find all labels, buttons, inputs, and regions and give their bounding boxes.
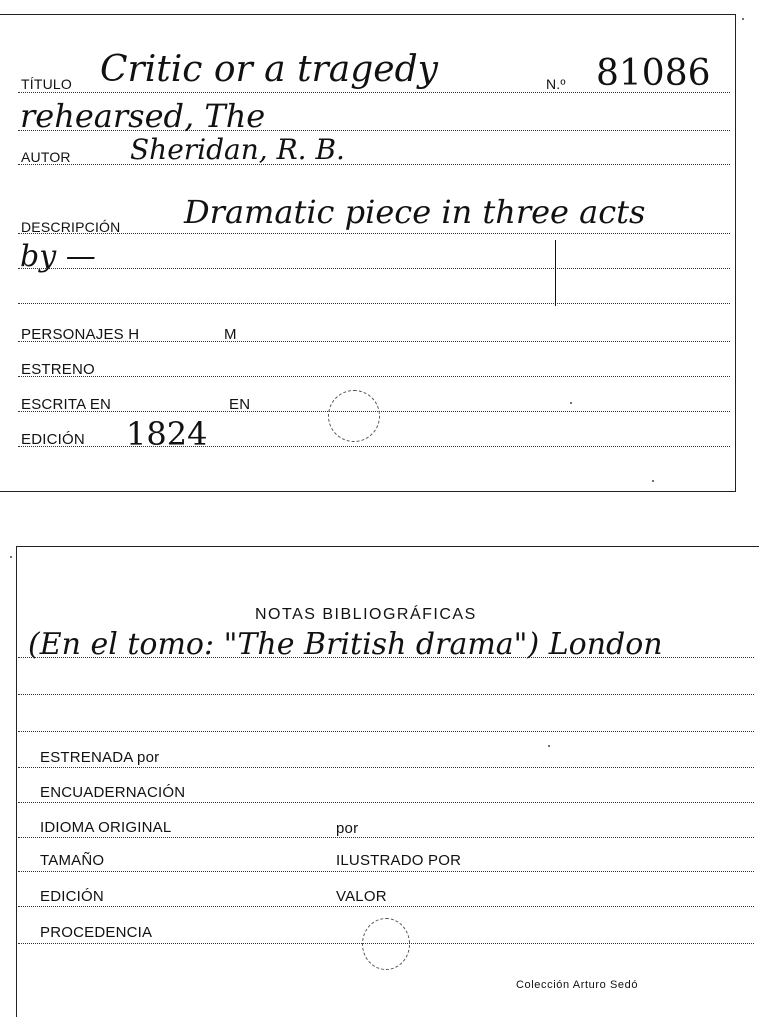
rule-notas-3 <box>18 731 754 732</box>
personajes-m-label: M <box>224 326 237 343</box>
escrita-en-label: ESCRITA EN <box>21 396 112 413</box>
encuadernacion-label: ENCUADERNACIÓN <box>40 784 186 801</box>
coleccion-label: Colección Arturo Sedó <box>516 979 639 991</box>
punch-hole <box>328 390 380 442</box>
punch-hole <box>362 918 410 970</box>
procedencia-label: PROCEDENCIA <box>40 924 153 941</box>
speck <box>548 745 550 747</box>
speck <box>742 18 744 20</box>
rule-descripcion-2 <box>18 268 730 269</box>
rule-notas <box>18 657 754 658</box>
estreno-label: ESTRENO <box>21 361 95 378</box>
descripcion-value-continued: by — <box>20 239 96 274</box>
valor-label: VALOR <box>336 888 387 905</box>
ilustrado-label: ILUSTRADO POR <box>336 852 462 869</box>
numero-label: N.º <box>546 76 566 92</box>
rule-descripcion-3 <box>18 303 730 304</box>
autor-value: Sheridan, R. B. <box>130 133 345 166</box>
rule-estrenada <box>18 767 754 768</box>
titulo-value-continued: rehearsed, The <box>20 97 266 135</box>
titulo-label: TÍTULO <box>21 76 72 92</box>
rule-descripcion <box>18 233 730 234</box>
notas-value: (En el tomo: "The British drama") London <box>28 627 663 662</box>
autor-label: AUTOR <box>21 149 71 165</box>
edicion-back-label: EDICIÓN <box>40 888 104 905</box>
rule-idioma <box>18 837 754 838</box>
speck <box>652 480 654 482</box>
en-label: EN <box>229 396 251 413</box>
descripcion-value: Dramatic piece in three acts <box>184 193 646 231</box>
rule-encuadernacion <box>18 802 754 803</box>
tamano-label: TAMAÑO <box>40 852 105 869</box>
numero-value: 81086 <box>596 53 711 94</box>
descripcion-label: DESCRIPCIÓN <box>21 219 121 235</box>
titulo-value: Critic or a tragedy <box>100 49 438 90</box>
rule-edicion-back <box>18 906 754 907</box>
notas-label: NOTAS BIBLIOGRÁFICAS <box>255 606 477 623</box>
edicion-value: 1824 <box>126 415 208 453</box>
rule-notas-2 <box>18 694 754 695</box>
pen-stroke <box>555 240 556 306</box>
estrenada-label: ESTRENADA por <box>40 749 160 766</box>
speck <box>10 556 12 558</box>
rule-estreno <box>18 376 730 377</box>
por-label: por <box>336 820 359 837</box>
personajes-label: PERSONAJES H <box>21 326 140 343</box>
speck <box>570 402 572 404</box>
rule-edicion <box>18 446 730 447</box>
rule-tamano <box>18 871 754 872</box>
rule-autor <box>18 164 730 165</box>
idioma-label: IDIOMA ORIGINAL <box>40 819 172 836</box>
edicion-label: EDICIÓN <box>21 431 85 448</box>
